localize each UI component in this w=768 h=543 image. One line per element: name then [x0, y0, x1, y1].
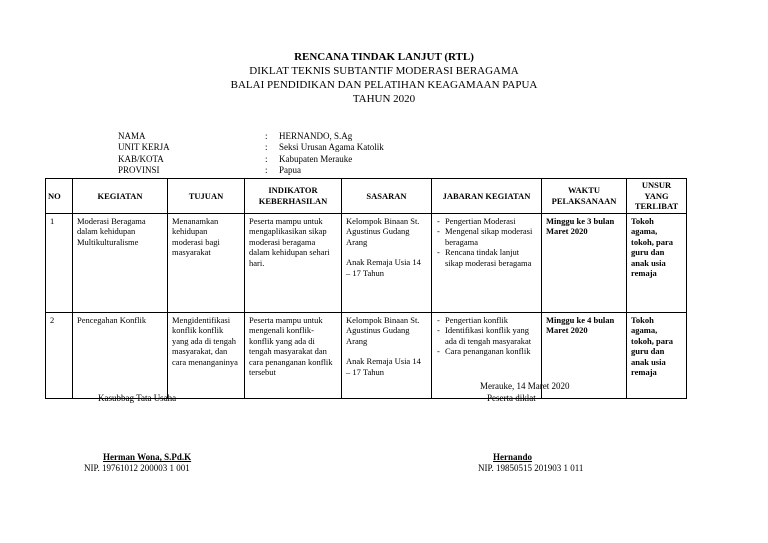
cell-waktu: Minggu ke 4 bulan Maret 2020 [542, 312, 627, 398]
cell-no: 1 [46, 213, 73, 312]
cell-kegiatan: Moderasi Beragama dalam kehidupan Multikulturalisme [73, 213, 168, 312]
rtl-table [45, 178, 687, 399]
jabaran-item: - Pengertian konflik [436, 315, 537, 326]
right-signer-role: Peserta diklat [487, 393, 536, 403]
cell-waktu: Minggu ke 3 bulan Maret 2020 [542, 213, 627, 312]
info-separator: : [265, 131, 268, 141]
cell-indikator-text: Peserta mampu untuk mengaplikasikan sikap moderasi beragama dalam kehidupan sehari hari. [249, 215, 330, 268]
sasaran-group: Kelompok Binaan St. Agustinus Gudang Arang [346, 215, 420, 247]
left-signer-nip: NIP. 19761012 200003 1 001 [84, 463, 190, 473]
cell-indikator [245, 213, 342, 312]
right-signer-name: Hernando [493, 452, 533, 462]
table-header-row [46, 179, 687, 214]
cell-no: 2 [46, 312, 73, 398]
info-row-unit-kerja [0, 142, 768, 154]
info-label: UNIT KERJA [118, 142, 170, 152]
left-signer-role: Kasubbag Tata Usaha [98, 393, 177, 403]
jabaran-item: - Mengenal sikap moderasi beragama [436, 226, 537, 247]
header-waktu: WAKTU PELAKSANAAN [542, 179, 627, 214]
info-separator: : [265, 154, 268, 164]
cell-tujuan: Menanamkan kehidupan moderasi bagi masyarakat [168, 213, 245, 312]
header-indikator: INDIKATOR KEBERHASILAN [245, 179, 342, 214]
cell-sasaran [342, 312, 432, 398]
cell-tujuan-text: Mengidentifikasi konflik konflik yang ada di tengah masyarakat, dan cara menanganinya [172, 314, 238, 367]
info-value: HERNANDO, S.Ag [279, 131, 353, 141]
info-label: NAMA [118, 131, 146, 141]
info-row-provinsi [0, 165, 768, 177]
subtitle-line-1: DIKLAT TEKNIS SUBTANTIF MODERASI BERAGAMA [249, 65, 519, 77]
place-date: Merauke, 14 Maret 2020 [480, 381, 570, 391]
cell-tujuan [168, 312, 245, 398]
info-label: KAB/KOTA [118, 154, 164, 164]
cell-unsur: Tokoh agama, tokoh, para guru dan anak usia remaja [627, 312, 687, 398]
cell-indikator [245, 312, 342, 398]
table-row [46, 213, 687, 312]
cell-unsur: Tokoh agama, tokoh, para guru dan anak usia remaja [627, 213, 687, 312]
info-label: PROVINSI [118, 165, 160, 175]
subtitle-line-2: BALAI PENDIDIKAN DAN PELATIHAN KEAGAMAAN PAPUA [230, 79, 538, 91]
info-separator: : [265, 142, 268, 152]
jabaran-item: - Identifikasi konflik yang ada di tengah masyarakat [436, 325, 537, 346]
right-signer-nip: NIP. 19850515 201903 1 011 [478, 463, 584, 473]
header-tujuan: TUJUAN [168, 179, 245, 214]
table-row [46, 312, 687, 398]
sasaran-age: Anak Remaja Usia 14 – 17 Tahun [346, 356, 421, 377]
subtitle-line-3: TAHUN 2020 [352, 93, 416, 105]
document-title: RENCANA TINDAK LANJUT (RTL) [294, 51, 474, 63]
sasaran-group: Kelompok Binaan St. Agustinus Gudang Arang [346, 314, 420, 346]
info-separator: : [265, 165, 268, 175]
cell-jabaran [432, 213, 542, 312]
jabaran-item: - Cara penanganan konflik [436, 346, 537, 357]
header-unsur: UNSUR YANG TERLIBAT [627, 179, 687, 214]
sasaran-age: Anak Remaja Usia 14 – 17 Tahun [346, 257, 421, 278]
header-kegiatan: KEGIATAN [73, 179, 168, 214]
cell-indikator-text: Peserta mampu untuk mengenali konflik-konflik yang ada di tengah masyarakat dan cara penanganan konflik tersebut [249, 314, 333, 377]
cell-kegiatan: Pencegahan Konflik [73, 312, 168, 398]
jabaran-item: - Rencana tindak lanjut sikap moderasi beragama [436, 247, 537, 268]
jabaran-item: - Pengertian Moderasi [436, 216, 537, 227]
header-jabaran: JABARAN KEGIATAN [432, 179, 542, 214]
info-value: Papua [279, 165, 301, 175]
info-value: Seksi Urusan Agama Katolik [279, 142, 384, 152]
header-sasaran: SASARAN [342, 179, 432, 214]
cell-sasaran [342, 213, 432, 312]
header-no: NO [46, 179, 73, 214]
left-signer-name: Herman Wona, S.Pd.K [103, 452, 192, 462]
info-value: Kabupaten Merauke [279, 154, 353, 164]
